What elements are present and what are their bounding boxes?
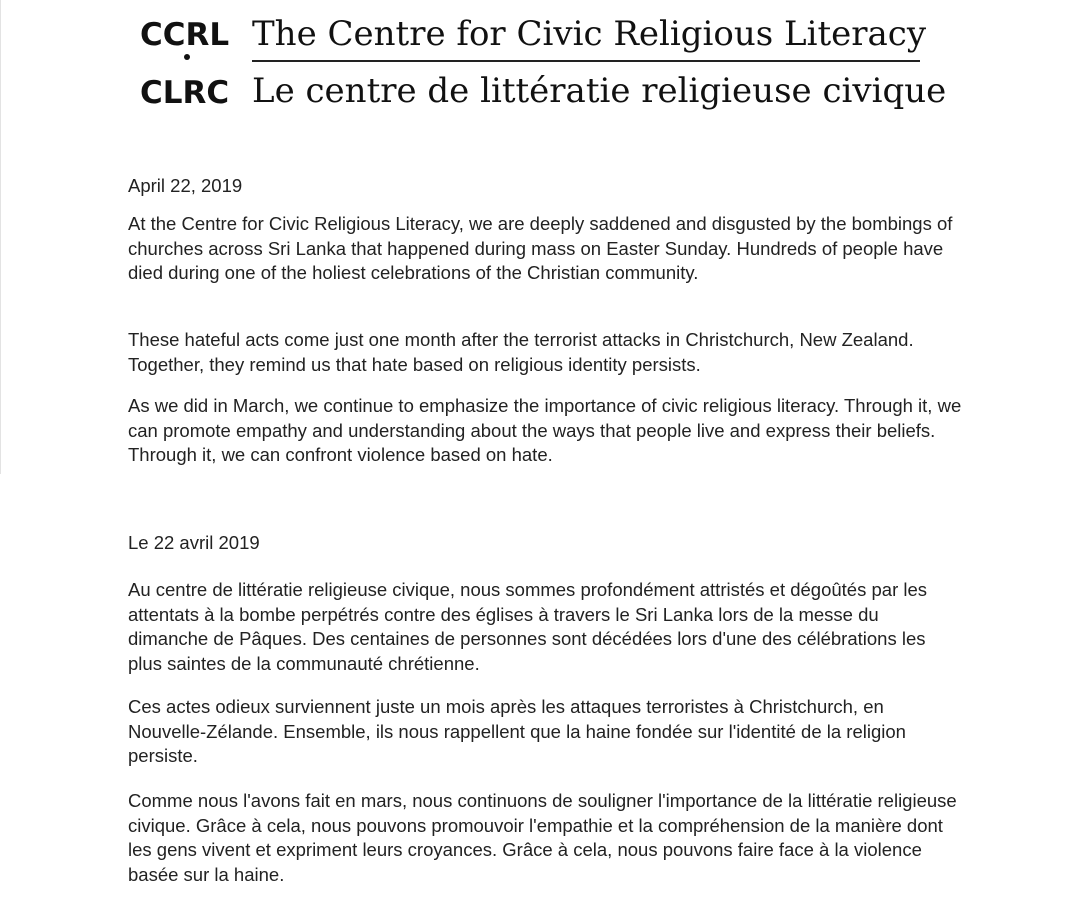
paragraph-english-3: As we did in March, we continue to emphasize the importance of civic religious literacy. Through it, we can promote empathy and understanding about the ways that people live and express their beliefs. Through it, we can confront violence based on hate.: [128, 395, 962, 465]
paragraph-french-2: Ces actes odieux surviennent juste un mois après les attaques terroristes à Christchurch, en Nouvelle-Zélande. Ensemble, ils nous rappellent que la haine fondée sur l'identité de la religion persiste.: [128, 696, 906, 766]
letterhead-logo: [140, 10, 947, 120]
acronym-french: CLRC: [140, 75, 230, 111]
acronym-english: CCRL: [140, 17, 230, 53]
logo-dot: [184, 54, 190, 60]
paragraph-english-2: These hateful acts come just one month after the terrorist attacks in Christchurch, New Zealand. Together, they remind us that hate based on religious identity persists.: [128, 329, 914, 375]
paragraph-french-3: Comme nous l'avons fait en mars, nous continuons de souligner l'importance de la littératie religieuse civique. Grâce à cela, nous pouvons promouvoir l'empathie et la compréhension de la manière dont les gens vivent et expriment leurs croyances. Grâce à cela, nous pouvons faire face à la violence basée sur la haine.: [128, 790, 957, 885]
date-french: Le 22 avril 2019: [128, 532, 260, 553]
paragraph-english-1: At the Centre for Civic Religious Literacy, we are deeply saddened and disgusted by the bombings of churches across Sri Lanka that happened during mass on Easter Sunday. Hundreds of people have died during one of the holiest celebrations of the Christian community.: [128, 213, 953, 283]
header-divider: [252, 60, 920, 62]
left-border-line: [0, 0, 1, 474]
date-english: April 22, 2019: [128, 175, 243, 196]
org-name-english: The Centre for Civic Religious Literacy: [252, 14, 927, 54]
paragraph-french-1: Au centre de littératie religieuse civique, nous sommes profondément attristés et dégoûtés par les attentats à la bombe perpétrés contre des églises à travers le Sri Lanka lors de la messe du dimanche de Pâques. Des centaines de personnes sont décédées lors d'une des célébrations les plus saintes de la communauté chrétienne.: [128, 579, 928, 674]
org-name-french: Le centre de littératie religieuse civique: [252, 71, 947, 111]
